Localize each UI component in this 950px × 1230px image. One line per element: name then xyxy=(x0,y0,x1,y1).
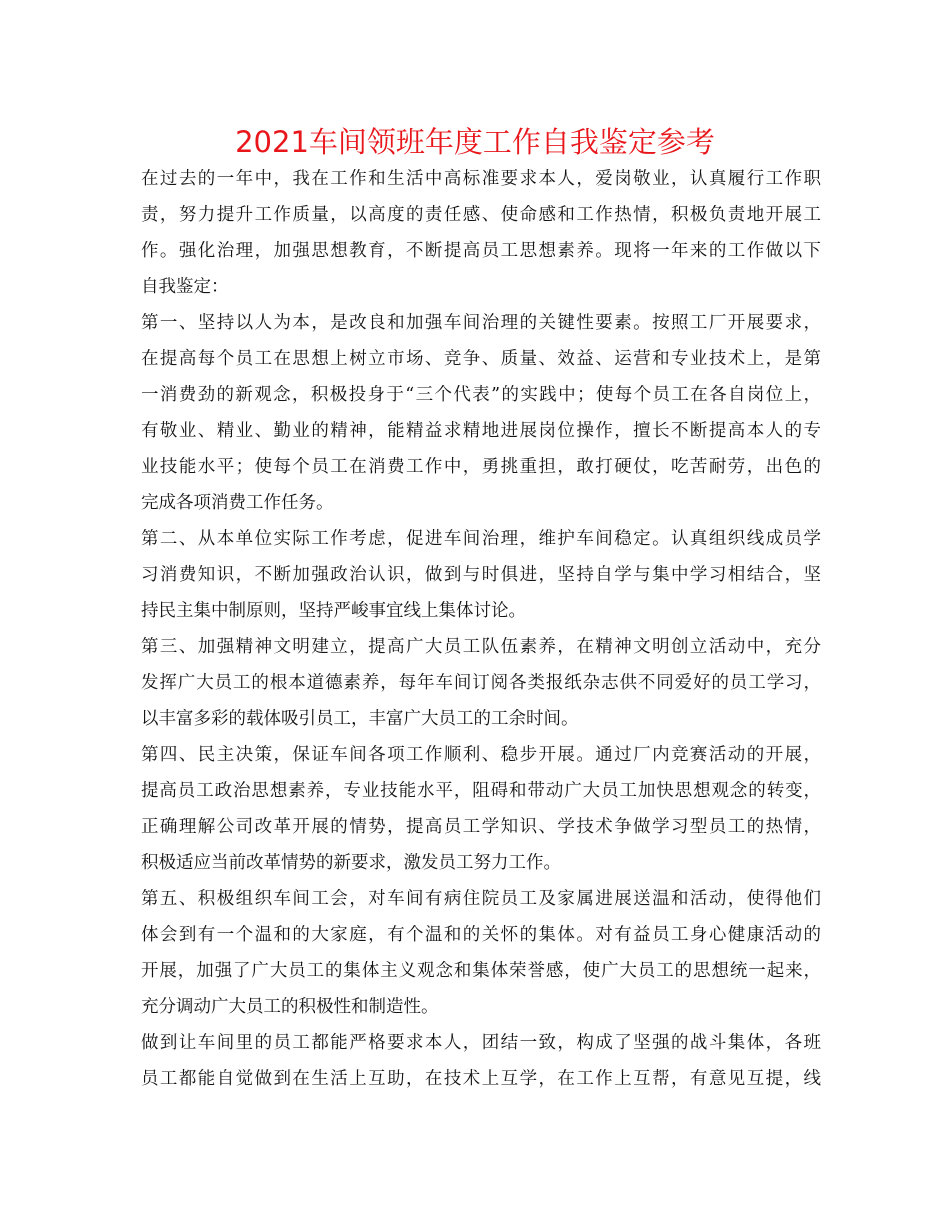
body-line: 体会到有一个温和的大家庭，有个温和的关怀的集体。对有益员工身心健康活动的 xyxy=(141,925,821,945)
body-line: 有敬业、精业、勤业的精神，能精益求精地进展岗位操作，擅长不断提高本人的专 xyxy=(141,421,821,441)
body-line: 做到让车间里的员工都能严格要求本人，团结一致，构成了坚强的战斗集体，各班 xyxy=(141,1033,821,1053)
body-line: 完成各项消费工作任务。 xyxy=(141,493,334,513)
body-line: 以丰富多彩的载体吸引员工，丰富广大员工的工余时间。 xyxy=(141,709,579,729)
body-line: 提高员工政治思想素养，专业技能水平，阻碍和带动广大员工加快思想观念的转变， xyxy=(141,781,821,801)
body-line: 责，努力提升工作质量，以高度的责任感、使命感和工作热情，积极负责地开展工 xyxy=(141,205,821,225)
body-line: 发挥广大员工的根本道德素养，每年车间订阅各类报纸杂志供不同爱好的员工学习， xyxy=(141,673,821,693)
document-title: 2021车间领班年度工作自我鉴定参考 xyxy=(235,125,715,159)
body-line: 第一、坚持以人为本，是改良和加强车间治理的关键性要素。按照工厂开展要求， xyxy=(141,313,821,333)
body-line: 一消费劲的新观念，积极投身于“三个代表”的实践中；使每个员工在各自岗位上， xyxy=(141,385,821,405)
body-line: 作。强化治理，加强思想教育，不断提高员工思想素养。现将一年来的工作做以下 xyxy=(141,241,821,261)
document-body xyxy=(141,161,821,1097)
body-line: 充分调动广大员工的积极性和制造性。 xyxy=(141,997,439,1017)
body-line: 习消费知识，不断加强政治认识，做到与时俱进，坚持自学与集中学习相结合，坚 xyxy=(141,565,821,585)
body-line: 第五、积极组织车间工会，对车间有病住院员工及家属进展送温和活动，使得他们 xyxy=(141,889,821,909)
body-line: 在过去的一年中，我在工作和生活中高标准要求本人，爱岗敬业，认真履行工作职 xyxy=(141,169,821,189)
body-line: 自我鉴定： xyxy=(141,277,229,297)
body-line: 第四、民主决策，保证车间各项工作顺利、稳步开展。通过厂内竞赛活动的开展， xyxy=(141,745,821,765)
body-line: 业技能水平；使每个员工在消费工作中，勇挑重担，敢打硬仗，吃苦耐劳，出色的 xyxy=(141,457,821,477)
body-line: 员工都能自觉做到在生活上互助，在技术上互学，在工作上互帮，有意见互提，线 xyxy=(141,1069,821,1089)
body-line: 在提高每个员工在思想上树立市场、竞争、质量、效益、运营和专业技术上，是第 xyxy=(141,349,821,369)
body-line: 第二、从本单位实际工作考虑，促进车间治理，维护车间稳定。认真组织线成员学 xyxy=(141,529,821,549)
body-line: 持民主集中制原则，坚持严峻事宜线上集体讨论。 xyxy=(141,601,526,621)
body-line: 开展，加强了广大员工的集体主义观念和集体荣誉感，使广大员工的思想统一起来， xyxy=(141,961,821,981)
body-line: 积极适应当前改革情势的新要求，激发员工努力工作。 xyxy=(141,853,561,873)
body-line: 第三、加强精神文明建立，提高广大员工队伍素养，在精神文明创立活动中，充分 xyxy=(141,637,821,657)
body-line: 正确理解公司改革开展的情势，提高员工学知识、学技术争做学习型员工的热情， xyxy=(141,817,821,837)
